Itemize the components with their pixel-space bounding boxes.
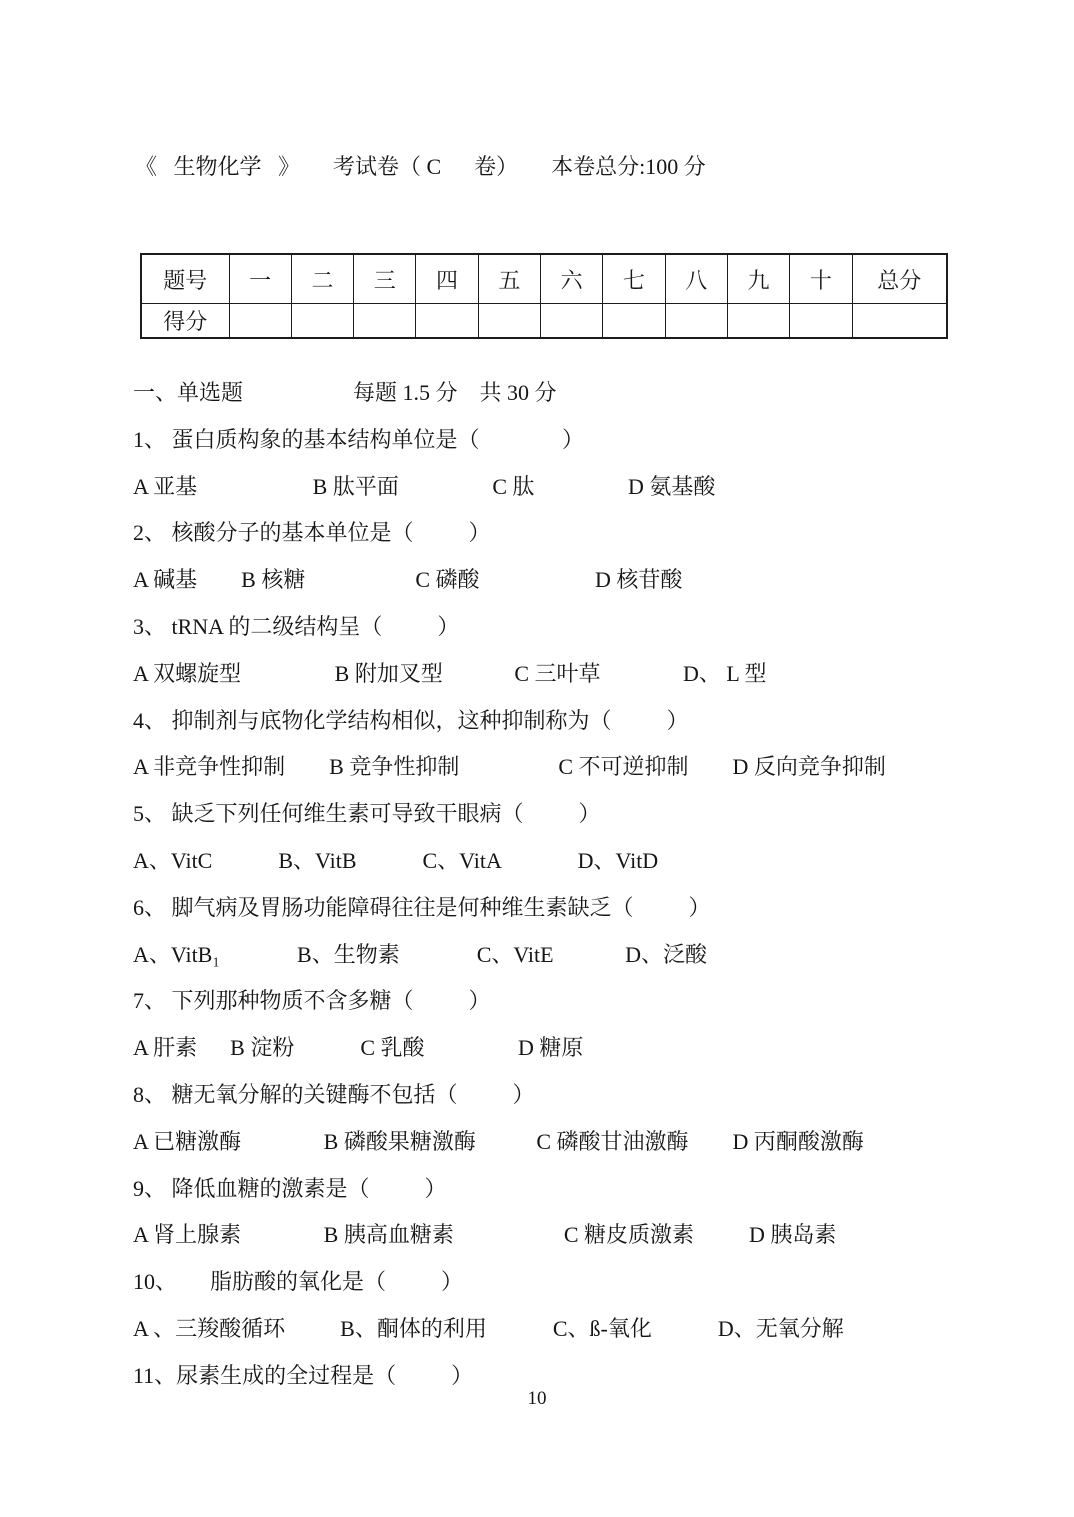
score-input-cell	[540, 304, 602, 339]
score-table-header-cell: 五	[478, 254, 540, 304]
question-options: A、VitB₁ B、生物素 C、VitE D、泛酸	[133, 941, 707, 967]
score-table-header-cell: 七	[603, 254, 665, 304]
score-table-header-cell: 十	[790, 254, 852, 304]
question-text: 7、 下列那种物质不含多糖（ ）	[133, 988, 491, 1014]
score-label-cell: 得分	[141, 304, 229, 339]
question-text: 9、 降低血糖的激素是（ ）	[133, 1175, 447, 1201]
question-text: 2、 核酸分子的基本单位是（ ）	[133, 520, 491, 546]
question-options: A 双螺旋型 B 附加叉型 C 三叶草 D、 L 型	[133, 660, 767, 686]
score-input-cell	[478, 304, 540, 339]
score-input-cell	[291, 304, 353, 339]
score-input-cell	[354, 304, 416, 339]
question-options: A、VitC B、VitB C、VitA D、VitD	[133, 847, 659, 873]
page-number: 10	[527, 1388, 547, 1409]
score-input-cell	[852, 304, 947, 339]
score-table-header-cell: 三	[354, 254, 416, 304]
score-table-header-row	[141, 254, 947, 304]
score-table-score-row	[141, 304, 947, 339]
exam-title: 《 生物化学 》 考试卷（ C 卷） 本卷总分:100 分	[135, 154, 706, 179]
score-table-header-cell: 四	[416, 254, 478, 304]
question-options: A 碱基 B 核糖 C 磷酸 D 核苷酸	[133, 567, 683, 593]
score-input-cell	[416, 304, 478, 339]
score-table-corner-cell: 题号	[141, 254, 229, 304]
question-text: 10、 脂肪酸的氧化是（ ）	[133, 1269, 464, 1295]
question-options: A 已糖激酶 B 磷酸果糖激酶 C 磷酸甘油激酶 D 丙酮酸激酶	[133, 1128, 864, 1154]
question-text: 5、 缺乏下列任何维生素可导致干眼病（ ）	[133, 801, 601, 827]
score-table	[140, 253, 948, 339]
section-heading: 一、单选题 每题 1.5 分 共 30 分	[133, 380, 557, 405]
question-text: 6、 脚气病及胃肠功能障碍往往是何种维生素缺乏（ ）	[133, 894, 711, 920]
question-text: 1、 蛋白质构象的基本结构单位是（ ）	[133, 426, 585, 452]
question-options: A 、三羧酸循环 B、酮体的利用 C、ß-氧化 D、无氧分解	[133, 1315, 844, 1341]
question-text: 8、 糖无氧分解的关键酶不包括（ ）	[133, 1081, 535, 1107]
score-input-cell	[603, 304, 665, 339]
score-table-header-cell: 六	[540, 254, 602, 304]
score-table-header-cell: 八	[665, 254, 727, 304]
exam-body	[133, 370, 1074, 1400]
score-table-header-cell: 一	[229, 254, 291, 304]
question-text: 3、 tRNA 的二级结构呈（ ）	[133, 613, 460, 639]
question-options: A 肾上腺素 B 胰高血糖素 C 糖皮质激素 D 胰岛素	[133, 1222, 837, 1248]
score-input-cell	[229, 304, 291, 339]
score-table-header-cell: 总分	[852, 254, 947, 304]
question-options: A 亚基 B 肽平面 C 肽 D 氨基酸	[133, 473, 716, 499]
score-table-header-cell: 九	[727, 254, 789, 304]
score-table-header-cell: 二	[291, 254, 353, 304]
question-text: 4、 抑制剂与底物化学结构相似，这种抑制称为（ ）	[133, 707, 689, 733]
score-input-cell	[790, 304, 852, 339]
score-input-cell	[665, 304, 727, 339]
score-input-cell	[727, 304, 789, 339]
question-options: A 肝素 B 淀粉 C 乳酸 D 糖原	[133, 1035, 584, 1061]
questions	[133, 417, 1074, 1400]
question-options: A 非竞争性抑制 B 竞争性抑制 C 不可逆抑制 D 反向竞争抑制	[133, 754, 886, 780]
question-text: 11、尿素生成的全过程是（ ）	[133, 1362, 474, 1388]
